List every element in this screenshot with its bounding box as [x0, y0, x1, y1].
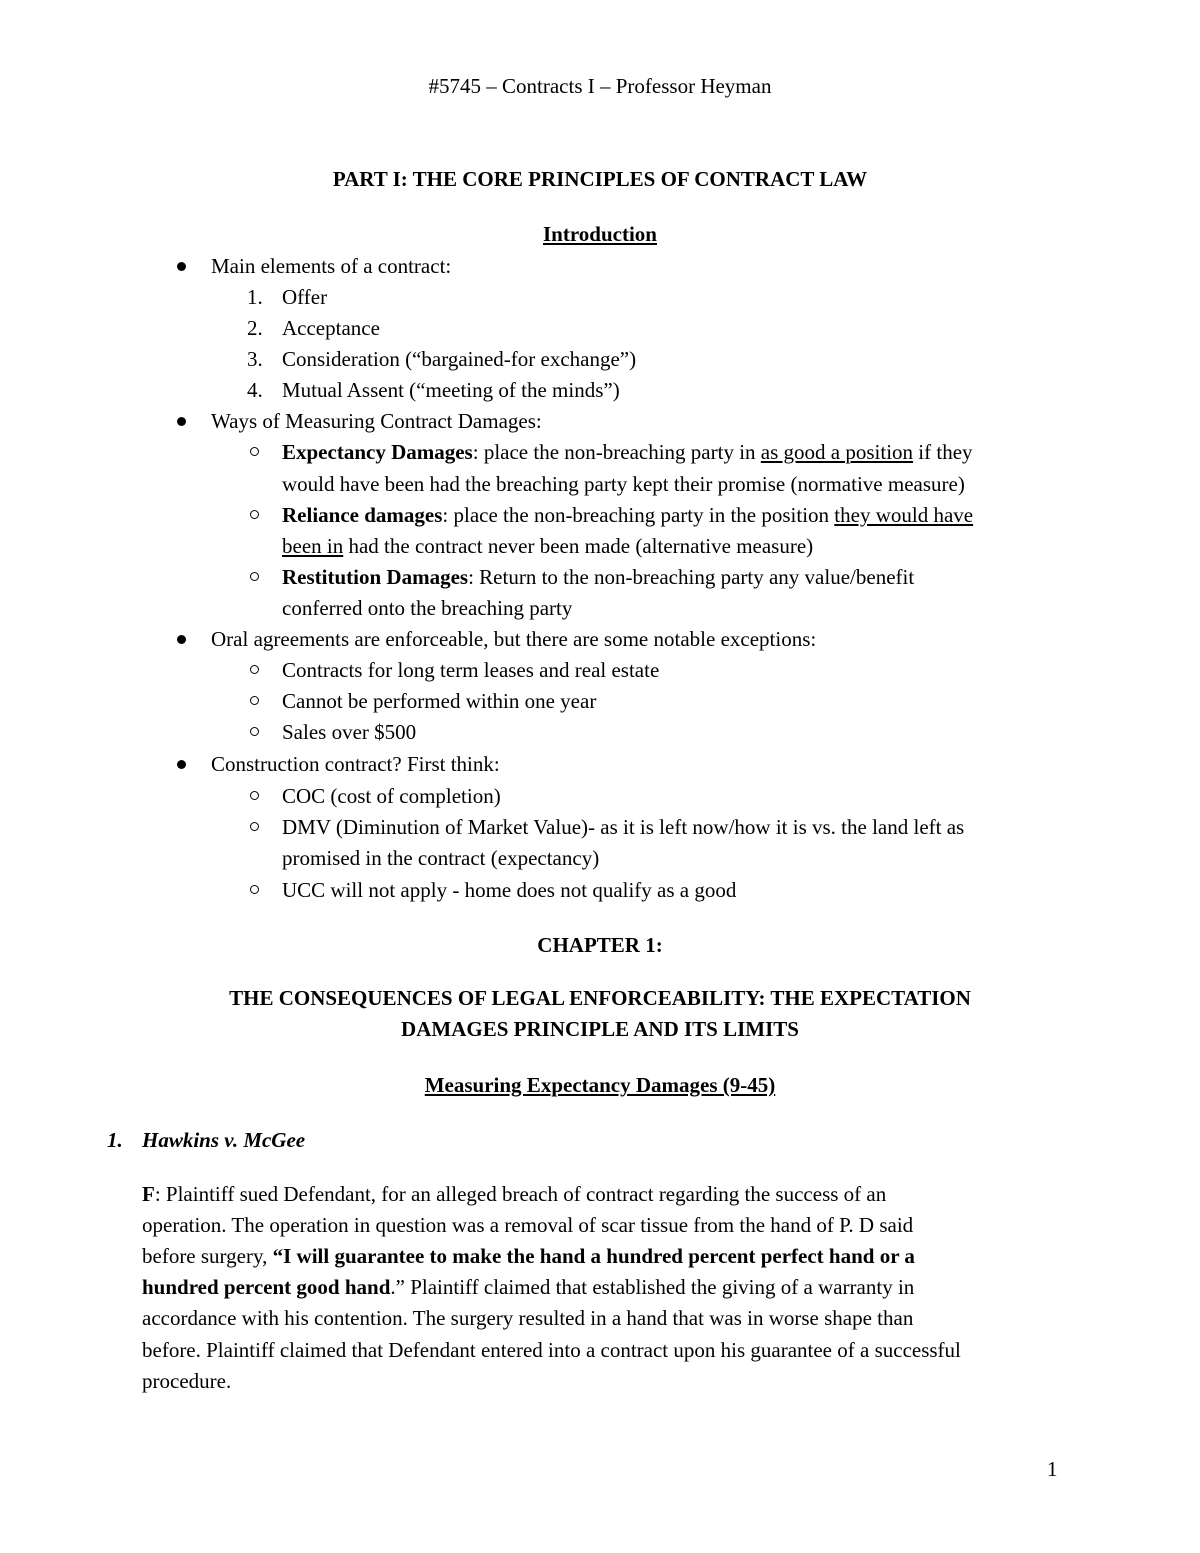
reliance-damages: Reliance damages: place the non-breaching party in the position they would have	[282, 503, 974, 527]
list-item: Consideration (“bargained-for exchange”)	[282, 347, 637, 371]
bullet-icon	[177, 635, 186, 644]
page-number: 1	[1047, 1457, 1058, 1481]
list-item: UCC will not apply - home does not qualify as a good	[282, 878, 737, 902]
circle-bullet-icon	[250, 447, 259, 456]
intro-heading: Introduction	[543, 222, 657, 246]
list-item-cont: promised in the contract (expectancy)	[282, 846, 600, 870]
facts-line: hundred percent good hand.” Plaintiff claimed that established the giving of a warranty in	[142, 1275, 915, 1299]
facts-line: operation. The operation in question was a removal of scar tissue from the hand of P. D said	[142, 1213, 914, 1237]
bullet-icon	[177, 417, 186, 426]
list-item: Sales over $500	[282, 720, 417, 744]
expectancy-damages-cont: would have been had the breaching party kept their promise (normative measure)	[282, 472, 965, 496]
section-heading: Measuring Expectancy Damages (9-45)	[424, 1073, 776, 1097]
chapter-label: CHAPTER 1:	[537, 933, 663, 957]
restitution-damages: Restitution Damages: Return to the non-breaching party any value/benefit	[282, 565, 915, 589]
list-item: Contracts for long term leases and real estate	[282, 658, 660, 682]
list-item: COC (cost of completion)	[282, 784, 501, 808]
chapter-title-line2: DAMAGES PRINCIPLE AND ITS LIMITS	[401, 1017, 799, 1041]
list-item-num: 1.	[247, 285, 263, 309]
expectancy-damages: Expectancy Damages: place the non-breaching party in as good a position if they	[282, 440, 973, 464]
list-item: Acceptance	[282, 316, 380, 340]
list-item: Cannot be performed within one year	[282, 689, 597, 713]
facts-line: before. Plaintiff claimed that Defendant entered into a contract upon his guarantee of a successful	[142, 1338, 961, 1362]
circle-bullet-icon	[250, 665, 259, 674]
circle-bullet-icon	[250, 822, 259, 831]
list-item-num: 4.	[247, 378, 263, 402]
bullet-icon	[177, 262, 186, 271]
circle-bullet-icon	[250, 510, 259, 519]
page-header: #5745 – Contracts I – Professor Heyman	[428, 74, 772, 98]
part-title: PART I: THE CORE PRINCIPLES OF CONTRACT LAW	[332, 167, 868, 191]
bullet-construction: Construction contract? First think:	[211, 752, 500, 776]
list-item: Offer	[282, 285, 328, 309]
facts-line: before surgery, “I will guarantee to make the hand a hundred percent perfect hand or a	[142, 1244, 915, 1268]
list-item-num: 2.	[247, 316, 263, 340]
circle-bullet-icon	[250, 885, 259, 894]
circle-bullet-icon	[250, 572, 259, 581]
facts-line: F: Plaintiff sued Defendant, for an alleged breach of contract regarding the success of an	[142, 1182, 887, 1206]
bullet-main-elements: Main elements of a contract:	[211, 254, 452, 278]
circle-bullet-icon	[250, 727, 259, 736]
circle-bullet-icon	[250, 696, 259, 705]
reliance-damages-cont: been in had the contract never been made (alternative measure)	[282, 534, 814, 558]
case-number: 1.	[107, 1128, 123, 1152]
chapter-title-line1: THE CONSEQUENCES OF LEGAL ENFORCEABILITY: THE EXPECTATION	[229, 986, 971, 1010]
list-item: DMV (Diminution of Market Value)- as it is left now/how it is vs. the land left as	[282, 815, 965, 839]
list-item: Mutual Assent (“meeting of the minds”)	[282, 378, 620, 402]
bullet-icon	[177, 760, 186, 769]
restitution-damages-cont: conferred onto the breaching party	[282, 596, 573, 620]
bullet-damages: Ways of Measuring Contract Damages:	[211, 409, 542, 433]
list-item-num: 3.	[247, 347, 263, 371]
facts-line: accordance with his contention. The surgery resulted in a hand that was in worse shape than	[142, 1306, 914, 1330]
circle-bullet-icon	[250, 791, 259, 800]
bullet-oral-agreements: Oral agreements are enforceable, but there are some notable exceptions:	[211, 627, 817, 651]
facts-line: procedure.	[142, 1369, 232, 1393]
case-name: Hawkins v. McGee	[142, 1128, 306, 1152]
